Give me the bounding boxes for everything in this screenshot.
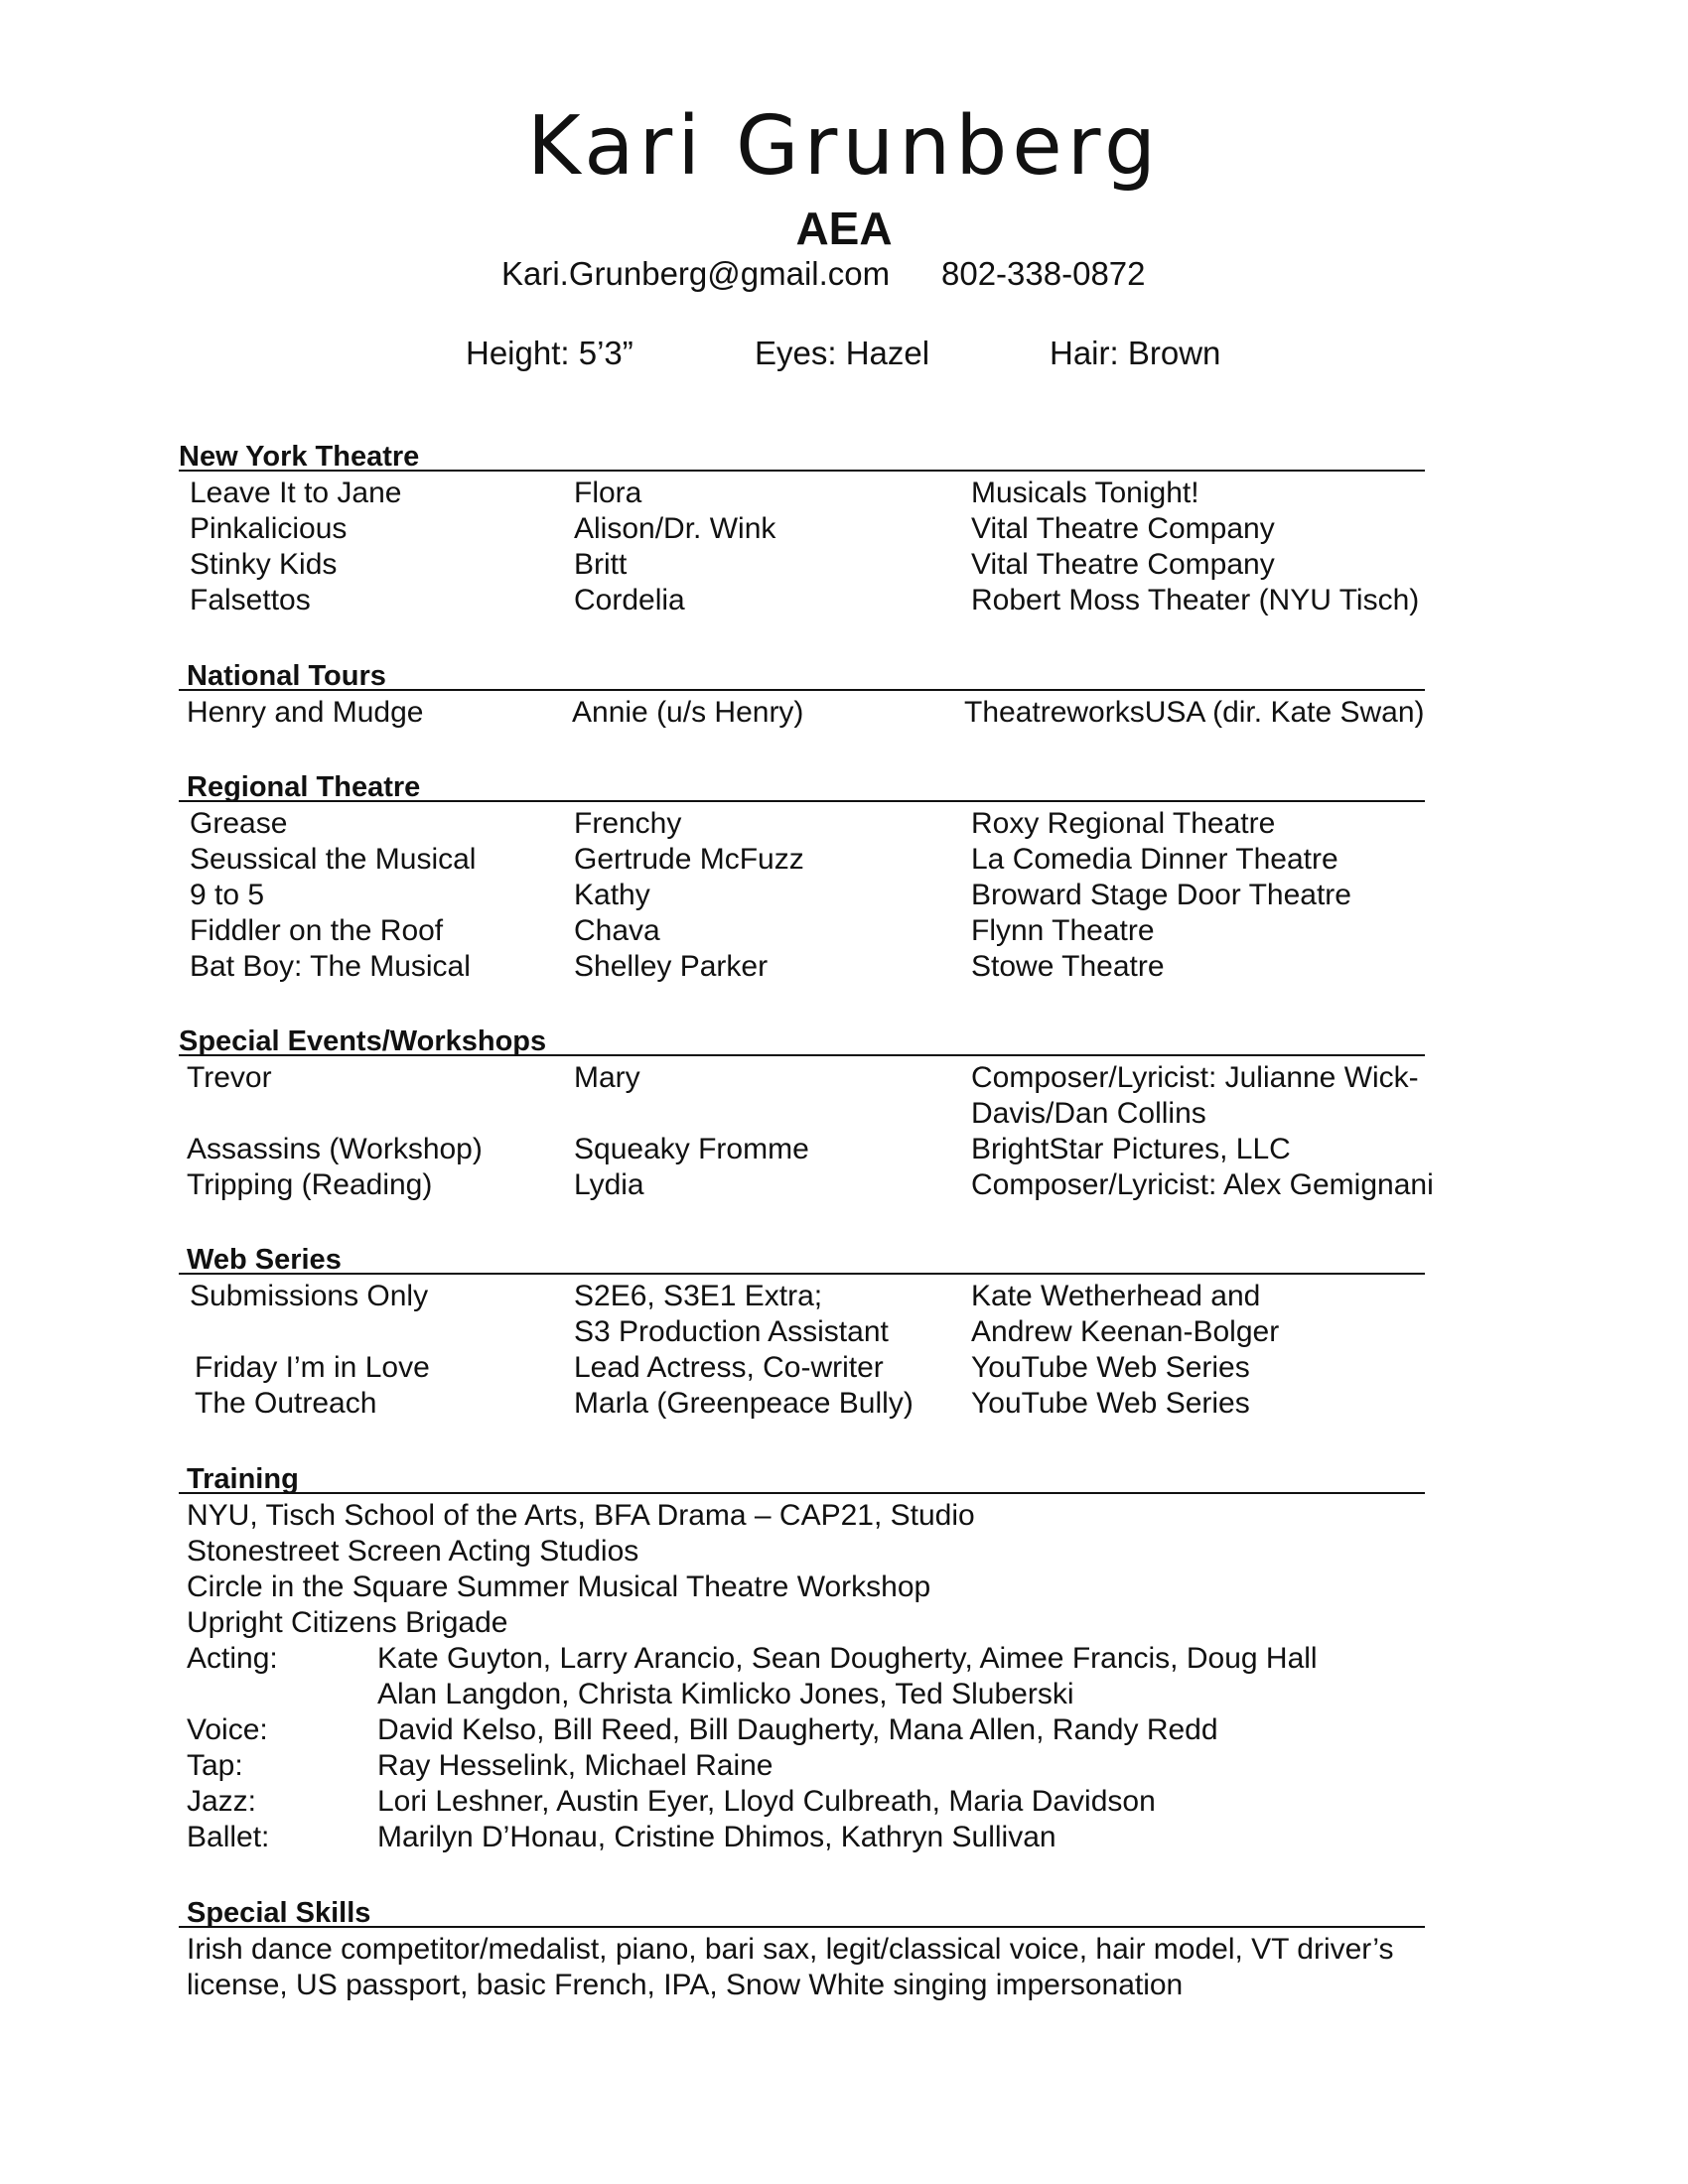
credit-venue: Andrew Keenan-Bolger — [971, 1315, 1280, 1348]
credit-role: Lead Actress, Co-writer — [574, 1351, 884, 1384]
credit-show: Pinkalicious — [190, 512, 348, 545]
credit-role: Squeaky Fromme — [574, 1133, 809, 1165]
credit-role: Gertrude McFuzz — [574, 843, 804, 876]
section-rule — [179, 1054, 1425, 1056]
credit-venue: Kate Wetherhead and — [971, 1280, 1261, 1312]
credit-venue: Vital Theatre Company — [971, 548, 1275, 581]
credit-role: Kathy — [574, 879, 650, 911]
credit-venue: Davis/Dan Collins — [971, 1097, 1206, 1130]
training-school: Stonestreet Screen Acting Studios — [187, 1535, 639, 1568]
training-teachers: Marilyn D’Honau, Cristine Dhimos, Kathryn Sullivan — [377, 1821, 1056, 1853]
credit-show: Assassins (Workshop) — [187, 1133, 483, 1165]
training-category: Voice: — [187, 1713, 268, 1746]
training-teachers: Lori Leshner, Austin Eyer, Lloyd Culbreath, Maria Davidson — [377, 1785, 1156, 1818]
credit-role: Lydia — [574, 1168, 644, 1201]
credit-show: Grease — [190, 807, 288, 840]
training-category: Acting: — [187, 1642, 278, 1675]
section-title-national-tours: National Tours — [187, 660, 386, 692]
credit-role: Alison/Dr. Wink — [574, 512, 776, 545]
skills-line: Irish dance competitor/medalist, piano, bari sax, legit/classical voice, hair model, VT driver’s — [187, 1933, 1394, 1966]
training-teachers: Alan Langdon, Christa Kimlicko Jones, Ted Sluberski — [377, 1678, 1074, 1710]
training-category: Jazz: — [187, 1785, 257, 1818]
credit-show: Leave It to Jane — [190, 477, 402, 509]
training-teachers: Kate Guyton, Larry Arancio, Sean Dougherty, Aimee Francis, Doug Hall — [377, 1642, 1318, 1675]
credit-show: Submissions Only — [190, 1280, 429, 1312]
training-teachers: David Kelso, Bill Reed, Bill Daugherty, Mana Allen, Randy Redd — [377, 1713, 1218, 1746]
phone: 802-338-0872 — [941, 255, 1146, 292]
section-title-special-events: Special Events/Workshops — [179, 1025, 547, 1057]
credit-show: Falsettos — [190, 584, 311, 616]
section-rule — [179, 1926, 1425, 1928]
credit-role: Flora — [574, 477, 642, 509]
credit-role: Shelley Parker — [574, 950, 769, 983]
credit-venue: Robert Moss Theater (NYU Tisch) — [971, 584, 1420, 616]
credit-role: Frenchy — [574, 807, 682, 840]
credit-venue: YouTube Web Series — [971, 1351, 1250, 1384]
credit-show: Bat Boy: The Musical — [190, 950, 471, 983]
credit-venue: Stowe Theatre — [971, 950, 1165, 983]
credit-role: Britt — [574, 548, 628, 581]
section-rule — [179, 800, 1425, 802]
email: Kari.Grunberg@gmail.com — [501, 255, 891, 292]
credit-venue: Broward Stage Door Theatre — [971, 879, 1351, 911]
credit-role: Marla (Greenpeace Bully) — [574, 1387, 914, 1420]
union-affiliation: AEA — [795, 203, 893, 254]
credit-role: S3 Production Assistant — [574, 1315, 889, 1348]
credit-venue: Flynn Theatre — [971, 914, 1155, 947]
credit-role: Mary — [574, 1061, 640, 1094]
credit-role: S2E6, S3E1 Extra; — [574, 1280, 823, 1312]
credit-venue: Composer/Lyricist: Julianne Wick- — [971, 1061, 1419, 1094]
credit-show: Trevor — [187, 1061, 272, 1094]
resume-name: Kari Grunberg — [526, 99, 1162, 194]
credit-role: Cordelia — [574, 584, 685, 616]
section-rule — [179, 470, 1425, 472]
section-title-special-skills: Special Skills — [187, 1897, 371, 1929]
section-title-new-york: New York Theatre — [179, 441, 420, 473]
hair-stat: Hair: Brown — [1050, 335, 1221, 371]
credit-venue: Composer/Lyricist: Alex Gemignani — [971, 1168, 1434, 1201]
training-school: NYU, Tisch School of the Arts, BFA Drama – CAP21, Studio — [187, 1499, 975, 1532]
credit-venue: BrightStar Pictures, LLC — [971, 1133, 1291, 1165]
section-rule — [179, 689, 1425, 691]
section-title-training: Training — [187, 1463, 299, 1495]
credit-show: The Outreach — [195, 1387, 377, 1420]
training-teachers: Ray Hesselink, Michael Raine — [377, 1749, 774, 1782]
section-rule — [179, 1492, 1425, 1494]
training-school: Upright Citizens Brigade — [187, 1606, 508, 1639]
credit-venue: Vital Theatre Company — [971, 512, 1275, 545]
training-category: Tap: — [187, 1749, 243, 1782]
credit-role: Chava — [574, 914, 660, 947]
credit-show: Friday I’m in Love — [195, 1351, 430, 1384]
credit-show: Fiddler on the Roof — [190, 914, 444, 947]
training-category: Ballet: — [187, 1821, 270, 1853]
credit-show: Stinky Kids — [190, 548, 338, 581]
section-title-regional: Regional Theatre — [187, 771, 421, 803]
credit-venue: La Comedia Dinner Theatre — [971, 843, 1338, 876]
credit-show: 9 to 5 — [190, 879, 265, 911]
training-school: Circle in the Square Summer Musical Theatre Workshop — [187, 1570, 931, 1603]
skills-line: license, US passport, basic French, IPA, Snow White singing impersonation — [187, 1969, 1184, 2001]
section-title-web-series: Web Series — [187, 1244, 342, 1276]
credit-venue: TheatreworksUSA (dir. Kate Swan) — [964, 696, 1425, 729]
credit-venue: Musicals Tonight! — [971, 477, 1199, 509]
height-stat: Height: 5’3” — [466, 335, 633, 371]
credit-role: Annie (u/s Henry) — [572, 696, 804, 729]
credit-show: Seussical the Musical — [190, 843, 477, 876]
credit-venue: YouTube Web Series — [971, 1387, 1250, 1420]
credit-venue: Roxy Regional Theatre — [971, 807, 1276, 840]
credit-show: Henry and Mudge — [187, 696, 424, 729]
credit-show: Tripping (Reading) — [187, 1168, 433, 1201]
eyes-stat: Eyes: Hazel — [755, 335, 930, 371]
section-rule — [179, 1273, 1425, 1275]
